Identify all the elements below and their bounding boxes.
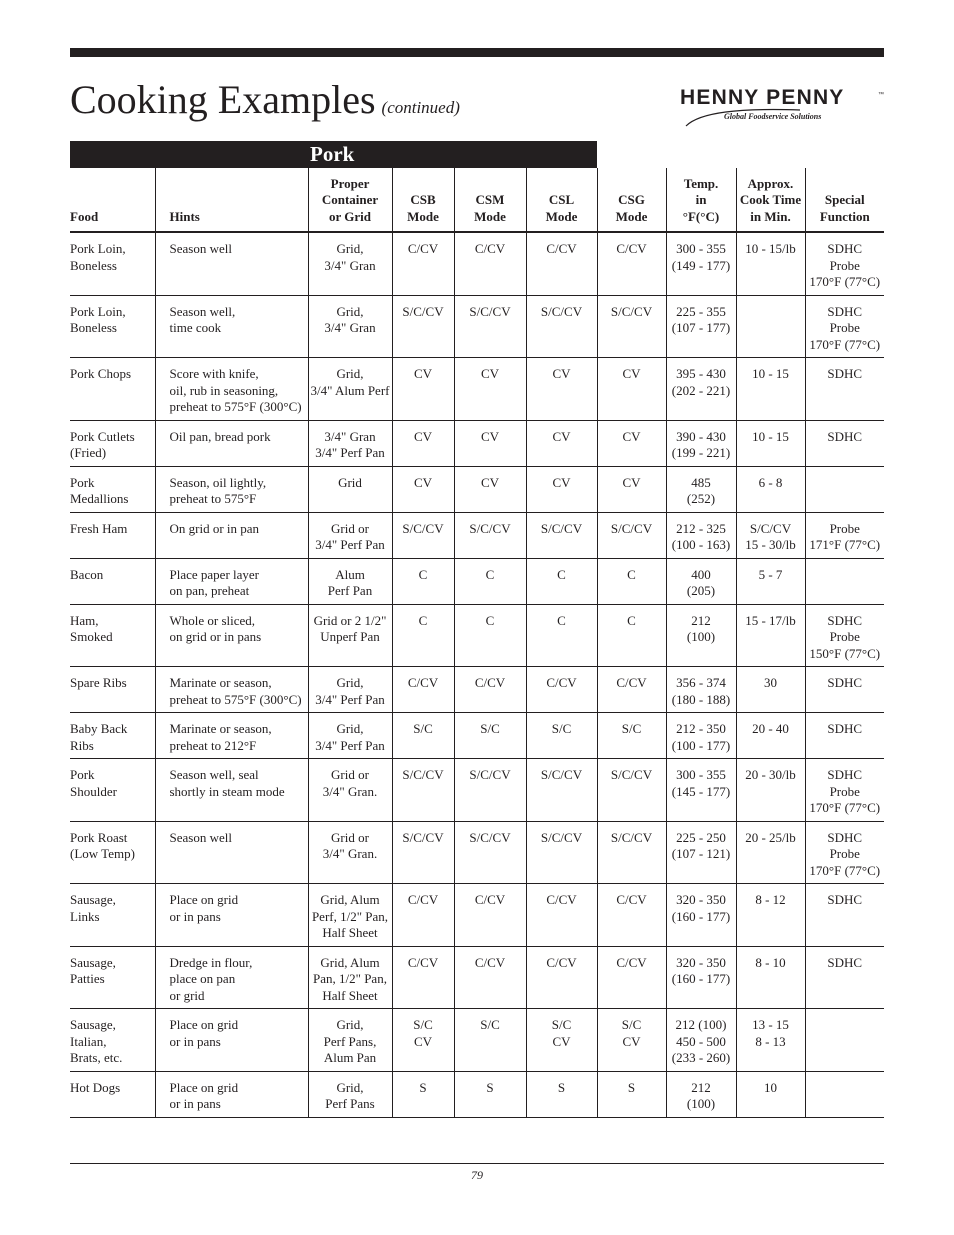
cell-csg: C xyxy=(597,558,666,604)
table-row xyxy=(70,1009,884,1072)
cell-special xyxy=(805,466,884,512)
cell-csb: S/C/CV xyxy=(392,512,454,558)
cell-special: SDHC Probe 170°F (77°C) xyxy=(805,232,884,295)
cell-csb: S/C/CV xyxy=(392,295,454,358)
col-header-csb: CSB Mode xyxy=(392,168,454,232)
cell-csm: S/C xyxy=(454,713,526,759)
cell-food: Pork Roast (Low Temp) xyxy=(70,821,155,884)
col-header-hints: Hints xyxy=(155,168,308,232)
cell-food: Sausage, Italian, Brats, etc. xyxy=(70,1009,155,1072)
page-title-suffix: (continued) xyxy=(381,98,460,117)
cell-cook-time: 10 - 15 xyxy=(736,420,805,466)
cell-temp: 225 - 250 (107 - 121) xyxy=(666,821,736,884)
table-header-row xyxy=(70,168,884,232)
cell-csb: C xyxy=(392,558,454,604)
cell-cook-time: 15 - 17/lb xyxy=(736,604,805,667)
cell-cook-time: 30 xyxy=(736,667,805,713)
cell-hints: Season, oil lightly, preheat to 575°F xyxy=(155,466,308,512)
cell-csb: S/C xyxy=(392,713,454,759)
cell-csb: C/CV xyxy=(392,232,454,295)
cell-food: Sausage, Patties xyxy=(70,946,155,1009)
cell-csm: S/C/CV xyxy=(454,512,526,558)
cell-csb: CV xyxy=(392,358,454,421)
cell-csg: CV xyxy=(597,466,666,512)
table-body xyxy=(70,232,884,1117)
cell-food: Fresh Ham xyxy=(70,512,155,558)
cell-csl: C/CV xyxy=(526,946,597,1009)
cell-csg: C/CV xyxy=(597,884,666,947)
col-header-csm: CSM Mode xyxy=(454,168,526,232)
cell-container: 3/4" Gran 3/4" Perf Pan xyxy=(308,420,392,466)
cell-csb: C/CV xyxy=(392,884,454,947)
cell-food: Pork Loin, Boneless xyxy=(70,232,155,295)
cell-csg: C/CV xyxy=(597,667,666,713)
col-header-container: Proper Container or Grid xyxy=(308,168,392,232)
section-header xyxy=(70,141,597,168)
company-logo xyxy=(680,86,884,130)
cell-temp: 320 - 350 (160 - 177) xyxy=(666,946,736,1009)
cell-temp: 212 - 325 (100 - 163) xyxy=(666,512,736,558)
cell-hints: Place on grid or in pans xyxy=(155,1071,308,1117)
table-row xyxy=(70,759,884,822)
cell-temp: 400 (205) xyxy=(666,558,736,604)
cell-hints: Place on grid or in pans xyxy=(155,1009,308,1072)
cell-temp: 212 (100) xyxy=(666,1071,736,1117)
cell-hints: Place paper layer on pan, preheat xyxy=(155,558,308,604)
cell-container: Grid or 3/4" Gran. xyxy=(308,821,392,884)
cell-csg: C/CV xyxy=(597,946,666,1009)
cell-csg: S/C/CV xyxy=(597,295,666,358)
cell-container: Grid, 3/4" Alum Perf xyxy=(308,358,392,421)
cell-csl: S/C/CV xyxy=(526,512,597,558)
cell-container: Grid xyxy=(308,466,392,512)
cell-hints: Season well xyxy=(155,232,308,295)
table-row xyxy=(70,295,884,358)
cell-container: Grid, Perf Pans xyxy=(308,1071,392,1117)
cell-hints: On grid or in pan xyxy=(155,512,308,558)
cell-temp: 225 - 355 (107 - 177) xyxy=(666,295,736,358)
cell-container: Grid, 3/4" Perf Pan xyxy=(308,667,392,713)
cell-csl: S/C xyxy=(526,713,597,759)
cell-csb: S/C/CV xyxy=(392,759,454,822)
cell-cook-time: 10 - 15 xyxy=(736,358,805,421)
cell-special xyxy=(805,1009,884,1072)
logo-tagline: Global Foodservice Solutions xyxy=(724,112,822,121)
cell-hints: Place on grid or in pans xyxy=(155,884,308,947)
cell-temp: 300 - 355 (149 - 177) xyxy=(666,232,736,295)
table-row xyxy=(70,667,884,713)
cell-csg: C xyxy=(597,604,666,667)
cell-csm: C/CV xyxy=(454,946,526,1009)
table-row xyxy=(70,946,884,1009)
cell-csg: S/C xyxy=(597,713,666,759)
col-header-food: Food xyxy=(70,168,155,232)
page-title-text: Cooking Examples xyxy=(70,77,376,122)
cell-temp: 390 - 430 (199 - 221) xyxy=(666,420,736,466)
cell-cook-time: 20 - 30/lb xyxy=(736,759,805,822)
cell-csb: CV xyxy=(392,466,454,512)
cell-csg: CV xyxy=(597,358,666,421)
table-row xyxy=(70,604,884,667)
cell-hints: Season well, seal shortly in steam mode xyxy=(155,759,308,822)
col-header-csg: CSG Mode xyxy=(597,168,666,232)
page-title xyxy=(70,76,460,132)
cell-cook-time: 8 - 12 xyxy=(736,884,805,947)
cell-cook-time: S/C/CV 15 - 30/lb xyxy=(736,512,805,558)
cell-temp: 212 (100) 450 - 500 (233 - 260) xyxy=(666,1009,736,1072)
cell-cook-time: 8 - 10 xyxy=(736,946,805,1009)
cell-hints: Score with knife, oil, rub in seasoning, preheat to 575°F (300°C) xyxy=(155,358,308,421)
cell-hints: Oil pan, bread pork xyxy=(155,420,308,466)
cell-cook-time: 5 - 7 xyxy=(736,558,805,604)
cell-hints: Dredge in flour, place on pan or grid xyxy=(155,946,308,1009)
cell-food: Hot Dogs xyxy=(70,1071,155,1117)
cell-container: Alum Perf Pan xyxy=(308,558,392,604)
cell-special: SDHC Probe 170°F (77°C) xyxy=(805,295,884,358)
cell-special: SDHC xyxy=(805,884,884,947)
cell-container: Grid or 3/4" Perf Pan xyxy=(308,512,392,558)
cell-csg: S/C CV xyxy=(597,1009,666,1072)
cell-csm: C xyxy=(454,558,526,604)
cell-temp: 395 - 430 (202 - 221) xyxy=(666,358,736,421)
cell-csm: C xyxy=(454,604,526,667)
cell-container: Grid, Alum Pan, 1/2" Pan, Half Sheet xyxy=(308,946,392,1009)
cell-special: SDHC xyxy=(805,358,884,421)
cell-csl: CV xyxy=(526,420,597,466)
cell-csb: S xyxy=(392,1071,454,1117)
cooking-table xyxy=(70,168,884,1118)
cell-food: Spare Ribs xyxy=(70,667,155,713)
cell-temp: 212 (100) xyxy=(666,604,736,667)
cell-container: Grid, 3/4" Perf Pan xyxy=(308,713,392,759)
cell-special: Probe 171°F (77°C) xyxy=(805,512,884,558)
cell-special: SDHC xyxy=(805,713,884,759)
cell-special: SDHC xyxy=(805,946,884,1009)
cell-csl: CV xyxy=(526,466,597,512)
cell-hints: Marinate or season, preheat to 212°F xyxy=(155,713,308,759)
cell-cook-time: 20 - 25/lb xyxy=(736,821,805,884)
cell-container: Grid, 3/4" Gran xyxy=(308,295,392,358)
cell-container: Grid or 2 1/2" Unperf Pan xyxy=(308,604,392,667)
cell-csb: S/C/CV xyxy=(392,821,454,884)
cell-container: Grid or 3/4" Gran. xyxy=(308,759,392,822)
cell-temp: 485 (252) xyxy=(666,466,736,512)
col-header-cook-time: Approx. Cook Time in Min. xyxy=(736,168,805,232)
col-header-special: Special Function xyxy=(805,168,884,232)
cell-csb: C/CV xyxy=(392,667,454,713)
cell-csg: S/C/CV xyxy=(597,821,666,884)
cell-food: Baby Back Ribs xyxy=(70,713,155,759)
cell-temp: 212 - 350 (100 - 177) xyxy=(666,713,736,759)
cell-hints: Marinate or season, preheat to 575°F (300°C) xyxy=(155,667,308,713)
cell-special: SDHC xyxy=(805,420,884,466)
cell-csg: S/C/CV xyxy=(597,512,666,558)
table-row xyxy=(70,358,884,421)
cell-cook-time: 10 xyxy=(736,1071,805,1117)
logo-trademark: ™ xyxy=(878,92,884,98)
cell-cook-time: 20 - 40 xyxy=(736,713,805,759)
cell-csg: S xyxy=(597,1071,666,1117)
cell-special: SDHC Probe 150°F (77°C) xyxy=(805,604,884,667)
cell-csm: CV xyxy=(454,420,526,466)
cell-csm: S/C/CV xyxy=(454,821,526,884)
cell-cook-time: 6 - 8 xyxy=(736,466,805,512)
cell-csm: C/CV xyxy=(454,884,526,947)
cell-csm: S/C/CV xyxy=(454,295,526,358)
cell-special xyxy=(805,558,884,604)
top-rule xyxy=(70,48,884,57)
cell-special: SDHC Probe 170°F (77°C) xyxy=(805,821,884,884)
cell-container: Grid, Alum Perf, 1/2" Pan, Half Sheet xyxy=(308,884,392,947)
cell-csb: S/C CV xyxy=(392,1009,454,1072)
cell-csm: C/CV xyxy=(454,667,526,713)
cell-hints: Whole or sliced, on grid or in pans xyxy=(155,604,308,667)
cell-csl: CV xyxy=(526,358,597,421)
cell-food: Pork Medallions xyxy=(70,466,155,512)
table-row xyxy=(70,420,884,466)
table-row xyxy=(70,512,884,558)
cell-csl: S xyxy=(526,1071,597,1117)
cell-food: Pork Shoulder xyxy=(70,759,155,822)
bottom-rule xyxy=(70,1163,884,1164)
cell-temp: 356 - 374 (180 - 188) xyxy=(666,667,736,713)
table-row xyxy=(70,1071,884,1117)
section-title: Pork xyxy=(310,142,355,166)
cell-food: Pork Loin, Boneless xyxy=(70,295,155,358)
cell-csm: S/C xyxy=(454,1009,526,1072)
cell-csb: C/CV xyxy=(392,946,454,1009)
cell-csl: C xyxy=(526,604,597,667)
cell-food: Pork Cutlets (Fried) xyxy=(70,420,155,466)
cell-csl: C/CV xyxy=(526,884,597,947)
cell-csl: S/C/CV xyxy=(526,759,597,822)
cell-csm: S xyxy=(454,1071,526,1117)
page-number: 79 xyxy=(471,1168,483,1182)
cell-food: Ham, Smoked xyxy=(70,604,155,667)
logo-brand: HENNY PENNY xyxy=(680,86,845,109)
cell-csm: S/C/CV xyxy=(454,759,526,822)
table-row xyxy=(70,884,884,947)
table-row xyxy=(70,821,884,884)
cell-csm: CV xyxy=(454,358,526,421)
cell-csl: S/C CV xyxy=(526,1009,597,1072)
col-header-temp: Temp. in °F(°C) xyxy=(666,168,736,232)
cell-csb: C xyxy=(392,604,454,667)
table-row xyxy=(70,466,884,512)
cell-food: Bacon xyxy=(70,558,155,604)
table-row xyxy=(70,713,884,759)
table-row xyxy=(70,232,884,295)
cell-food: Sausage, Links xyxy=(70,884,155,947)
cell-csb: CV xyxy=(392,420,454,466)
cell-csl: S/C/CV xyxy=(526,295,597,358)
cell-csg: S/C/CV xyxy=(597,759,666,822)
col-header-csl: CSL Mode xyxy=(526,168,597,232)
cell-temp: 300 - 355 (145 - 177) xyxy=(666,759,736,822)
cell-csm: CV xyxy=(454,466,526,512)
cell-csg: CV xyxy=(597,420,666,466)
table-row xyxy=(70,558,884,604)
cell-special: SDHC xyxy=(805,667,884,713)
cell-cook-time xyxy=(736,295,805,358)
cell-container: Grid, Perf Pans, Alum Pan xyxy=(308,1009,392,1072)
cell-csl: C/CV xyxy=(526,667,597,713)
cell-container: Grid, 3/4" Gran xyxy=(308,232,392,295)
cell-csm: C/CV xyxy=(454,232,526,295)
cell-hints: Season well xyxy=(155,821,308,884)
cell-special: SDHC Probe 170°F (77°C) xyxy=(805,759,884,822)
cell-csg: C/CV xyxy=(597,232,666,295)
cell-cook-time: 10 - 15/lb xyxy=(736,232,805,295)
cell-food: Pork Chops xyxy=(70,358,155,421)
cell-csl: S/C/CV xyxy=(526,821,597,884)
cell-csl: C/CV xyxy=(526,232,597,295)
cell-csl: C xyxy=(526,558,597,604)
cell-special xyxy=(805,1071,884,1117)
cell-cook-time: 13 - 15 8 - 13 xyxy=(736,1009,805,1072)
cell-hints: Season well, time cook xyxy=(155,295,308,358)
cell-temp: 320 - 350 (160 - 177) xyxy=(666,884,736,947)
